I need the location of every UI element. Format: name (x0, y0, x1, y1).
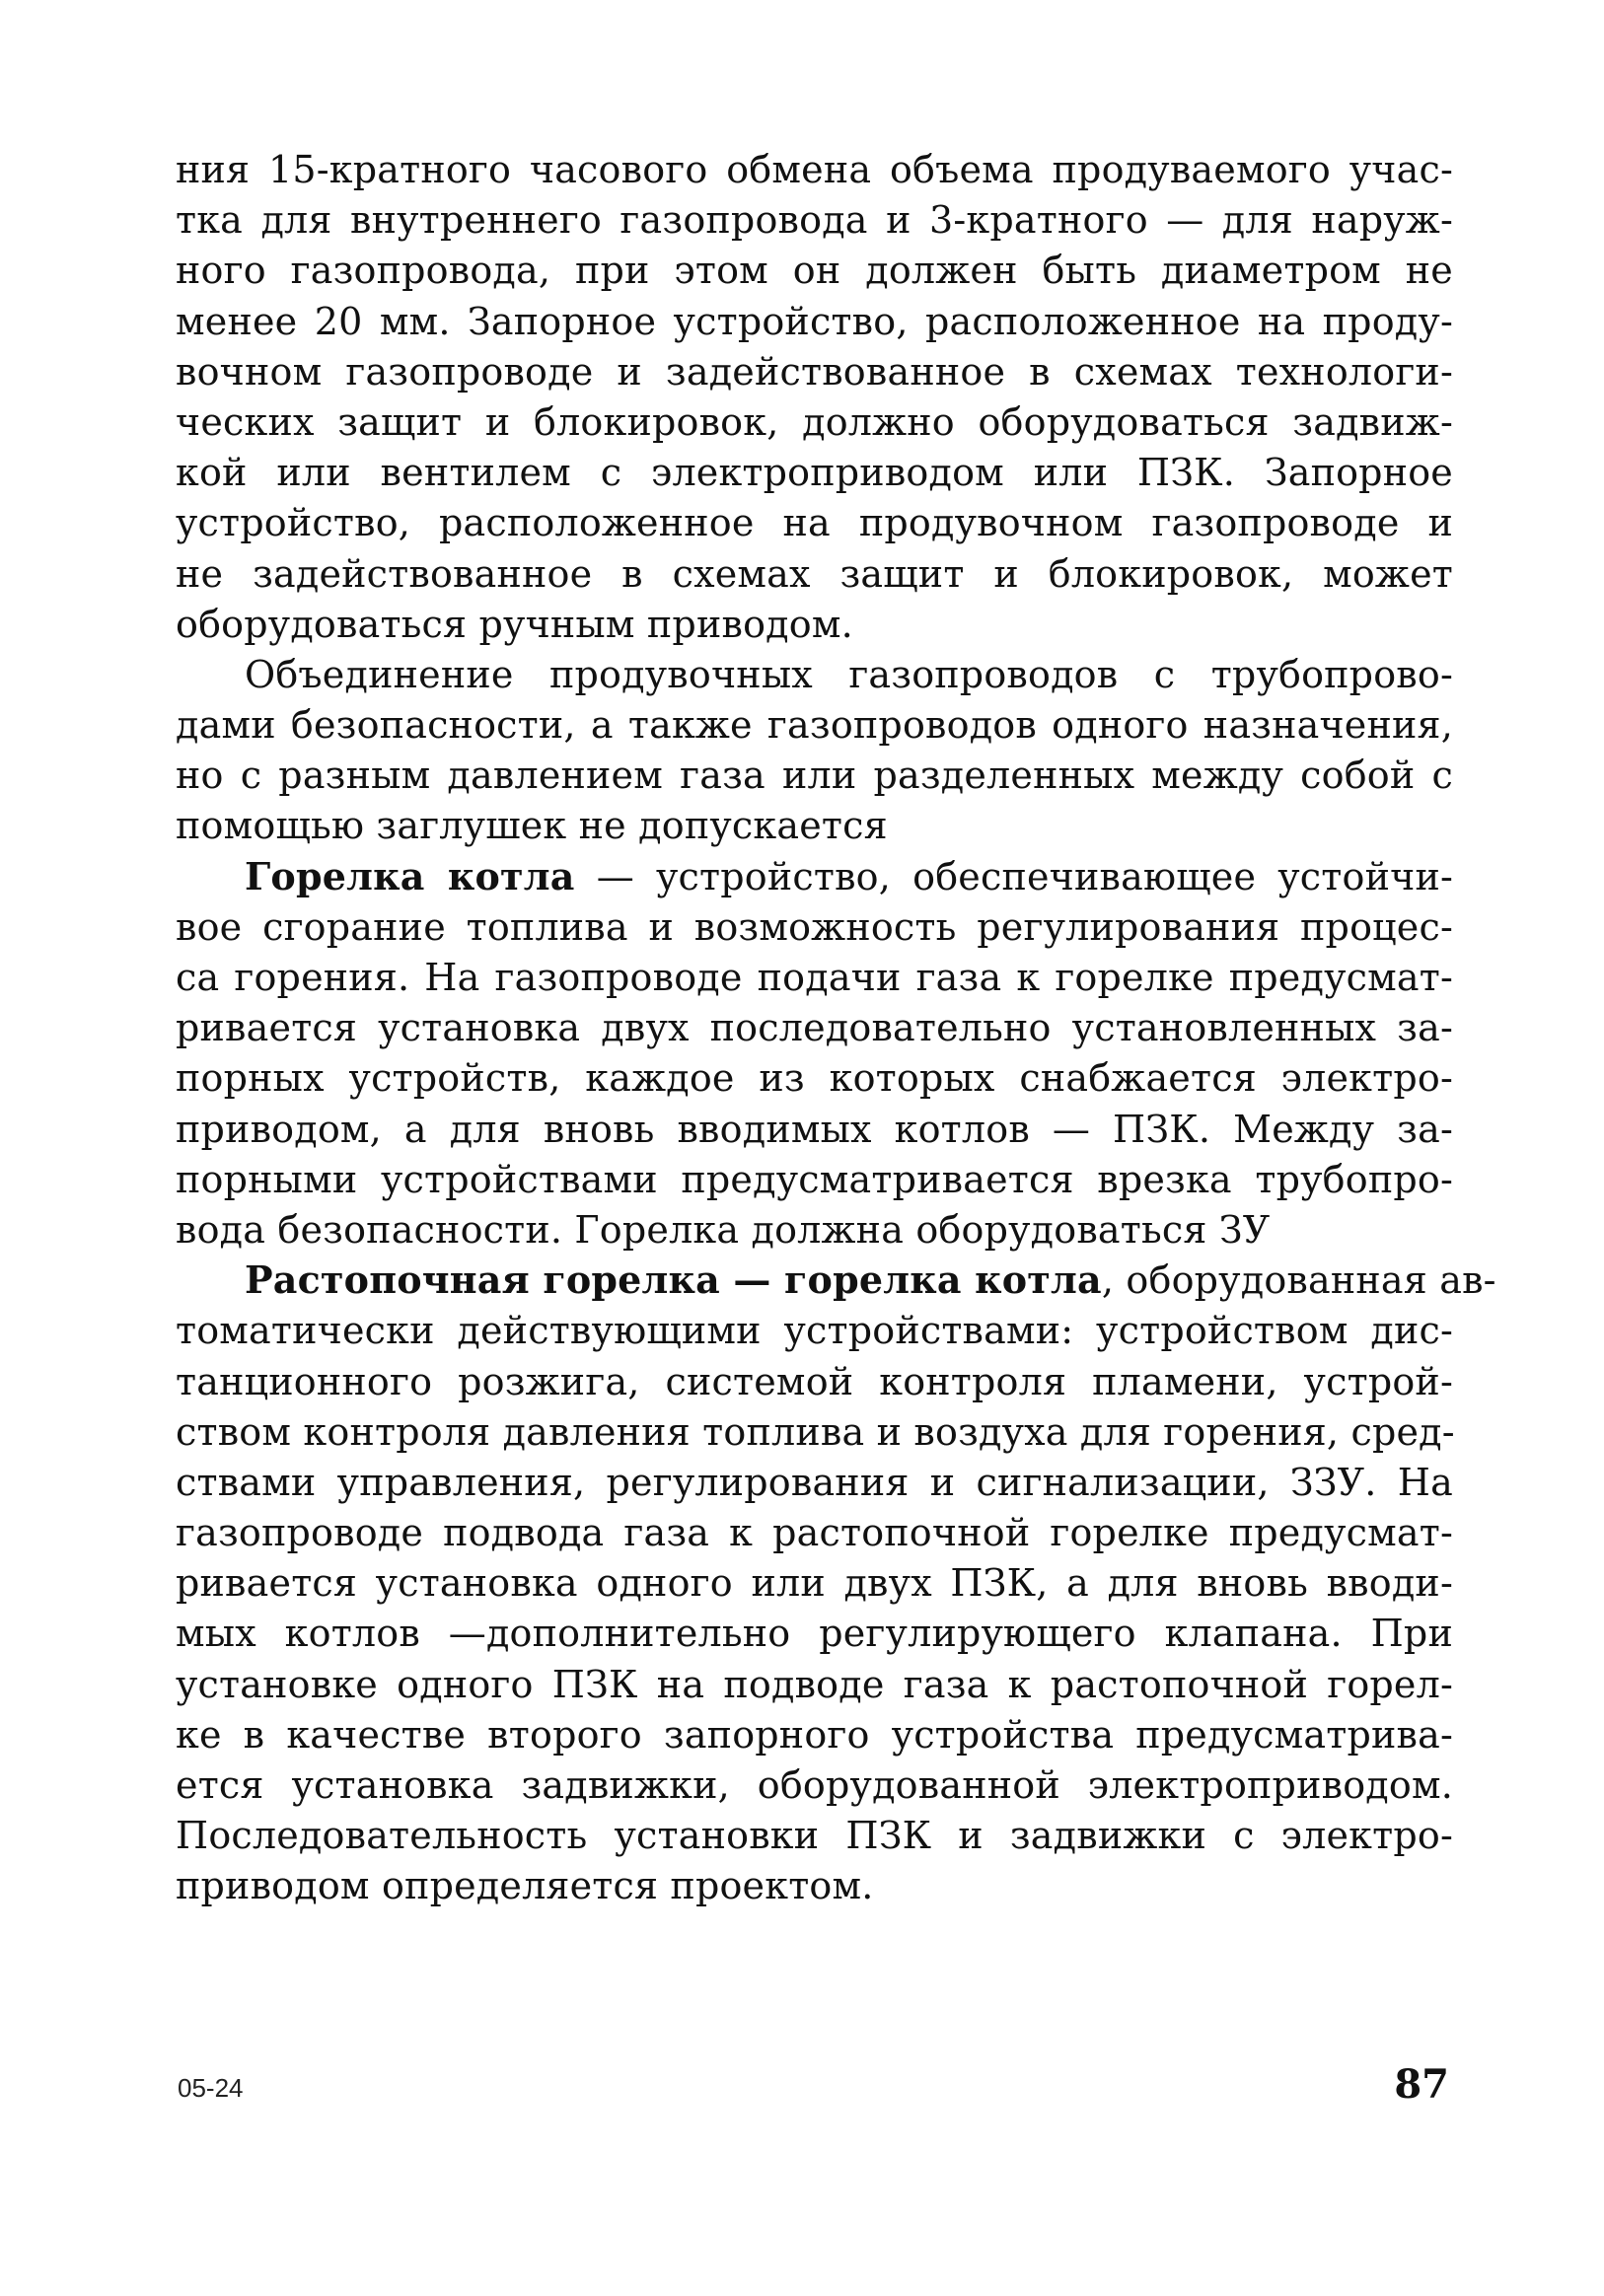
text-line (176, 851, 1453, 901)
text-line (176, 1255, 1496, 1305)
line-text: ством контроля давления топлива и воздуха для горения, сред- (176, 1409, 1455, 1454)
text-line (176, 599, 1453, 649)
line-text: дами безопасности, а также газопроводов одного назначения, (176, 703, 1453, 748)
line-text: вое сгорание топлива и возможность регулирования процес- (176, 904, 1453, 949)
line-text: устройство, расположенное на продувочном газопроводе и (176, 501, 1453, 545)
line-text: — устройство, обеспечивающее устойчи- (574, 854, 1454, 898)
text-line (176, 1457, 1453, 1507)
text-line (176, 901, 1453, 952)
line-text: вочном газопроводе и задействованное в схемах технологи- (176, 349, 1453, 394)
text-line (176, 245, 1453, 295)
footer-code: 05-24 (178, 2073, 244, 2103)
text-line (176, 800, 1453, 850)
text-line (176, 1052, 1453, 1103)
line-text: кой или вентилем с электроприводом или ПЗК. Запорное (176, 451, 1453, 495)
line-text: са горения. На газопроводе подачи газа к горелке предусмат- (176, 956, 1453, 999)
line-text: ствами управления, регулирования и сигнализации, ЗЗУ. На (176, 1460, 1453, 1504)
text-line (176, 1557, 1453, 1608)
line-text: ке в качестве второго запорного устройства предусматрива- (176, 1712, 1453, 1757)
text-line (176, 194, 1453, 245)
line-text: менее 20 мм. Запорное устройство, расположенное на проду- (176, 299, 1453, 343)
line-text: приводом определяется проектом. (176, 1864, 874, 1908)
text-line (176, 1305, 1453, 1355)
line-text: газопроводе подвода газа к растопочной горелке предусмат- (176, 1511, 1453, 1555)
text-line (176, 1860, 1453, 1910)
line-text: мых котлов —дополнительно регулирующего клапана. При (176, 1612, 1453, 1656)
text-line (176, 548, 1453, 599)
text-line (176, 1608, 1453, 1658)
text-line (176, 952, 1453, 1002)
line-text: ния 15-кратного часового обмена объема продуваемого учас- (176, 148, 1453, 191)
line-text: порных устройств, каждое из которых снабжается электро- (176, 1056, 1453, 1101)
text-line (176, 447, 1453, 497)
line-text: ривается установка одного или двух ПЗК, а для вновь вводи- (176, 1561, 1453, 1606)
line-text: но с разным давлением газа или разделенных между собой с (176, 753, 1453, 798)
text-line (176, 1356, 1453, 1406)
line-text: ного газопровода, при этом он должен быть диаметром не (176, 249, 1453, 293)
text-line (176, 296, 1453, 346)
line-text: Объединение продувочных газопроводов с трубопрово- (245, 652, 1453, 696)
line-text: томатически действующими устройствами: устройством дис- (176, 1309, 1453, 1353)
page-number: 87 (1394, 2061, 1449, 2108)
line-text: вода безопасности. Горелка должна оборудоваться ЗУ (176, 1207, 1271, 1252)
text-line (176, 1002, 1453, 1052)
text-line (176, 1154, 1453, 1204)
line-text: тка для внутреннего газопровода и 3-кратного — для наруж- (176, 198, 1453, 243)
text-line (176, 1810, 1453, 1860)
text-line (176, 750, 1453, 800)
text-line (176, 346, 1453, 396)
text-line (176, 1406, 1453, 1457)
line-text: ческих защит и блокировок, должно оборудоваться задвиж- (176, 399, 1453, 444)
line-text: , оборудованная ав- (1101, 1258, 1496, 1303)
text-line (176, 649, 1453, 699)
line-text: установке одного ПЗК на подводе газа к растопочной горел- (176, 1662, 1453, 1706)
text-line (176, 396, 1453, 447)
text-line (176, 1204, 1453, 1255)
text-line (176, 144, 1453, 194)
line-text: ется установка задвижки, оборудованной электроприводом. (176, 1763, 1453, 1807)
line-text: танционного розжига, системой контроля пламени, устрой- (176, 1359, 1453, 1403)
body-text (176, 144, 1496, 1911)
line-text: ривается установка двух последовательно установленных за- (176, 1006, 1453, 1050)
line-text: оборудоваться ручным приводом. (176, 602, 853, 646)
line-text: Последовательность установки ПЗК и задвижки с электро- (176, 1814, 1453, 1858)
text-line (176, 1759, 1453, 1810)
text-line (176, 1709, 1453, 1759)
bold-term: Растопочная горелка — горелка котла (245, 1257, 1102, 1303)
bold-term: Горелка котла (245, 853, 575, 898)
line-text: приводом, а для вновь вводимых котлов — ПЗК. Между за- (176, 1107, 1453, 1151)
text-line (176, 497, 1453, 547)
line-text: не задействованное в схемах защит и блокировок, может (176, 551, 1453, 596)
line-text: помощью заглушек не допускается (176, 804, 888, 848)
text-line (176, 1659, 1453, 1709)
text-line (176, 1507, 1453, 1557)
line-text: порными устройствами предусматривается врезка трубопро- (176, 1157, 1453, 1201)
text-line (176, 699, 1453, 750)
text-line (176, 1104, 1453, 1154)
